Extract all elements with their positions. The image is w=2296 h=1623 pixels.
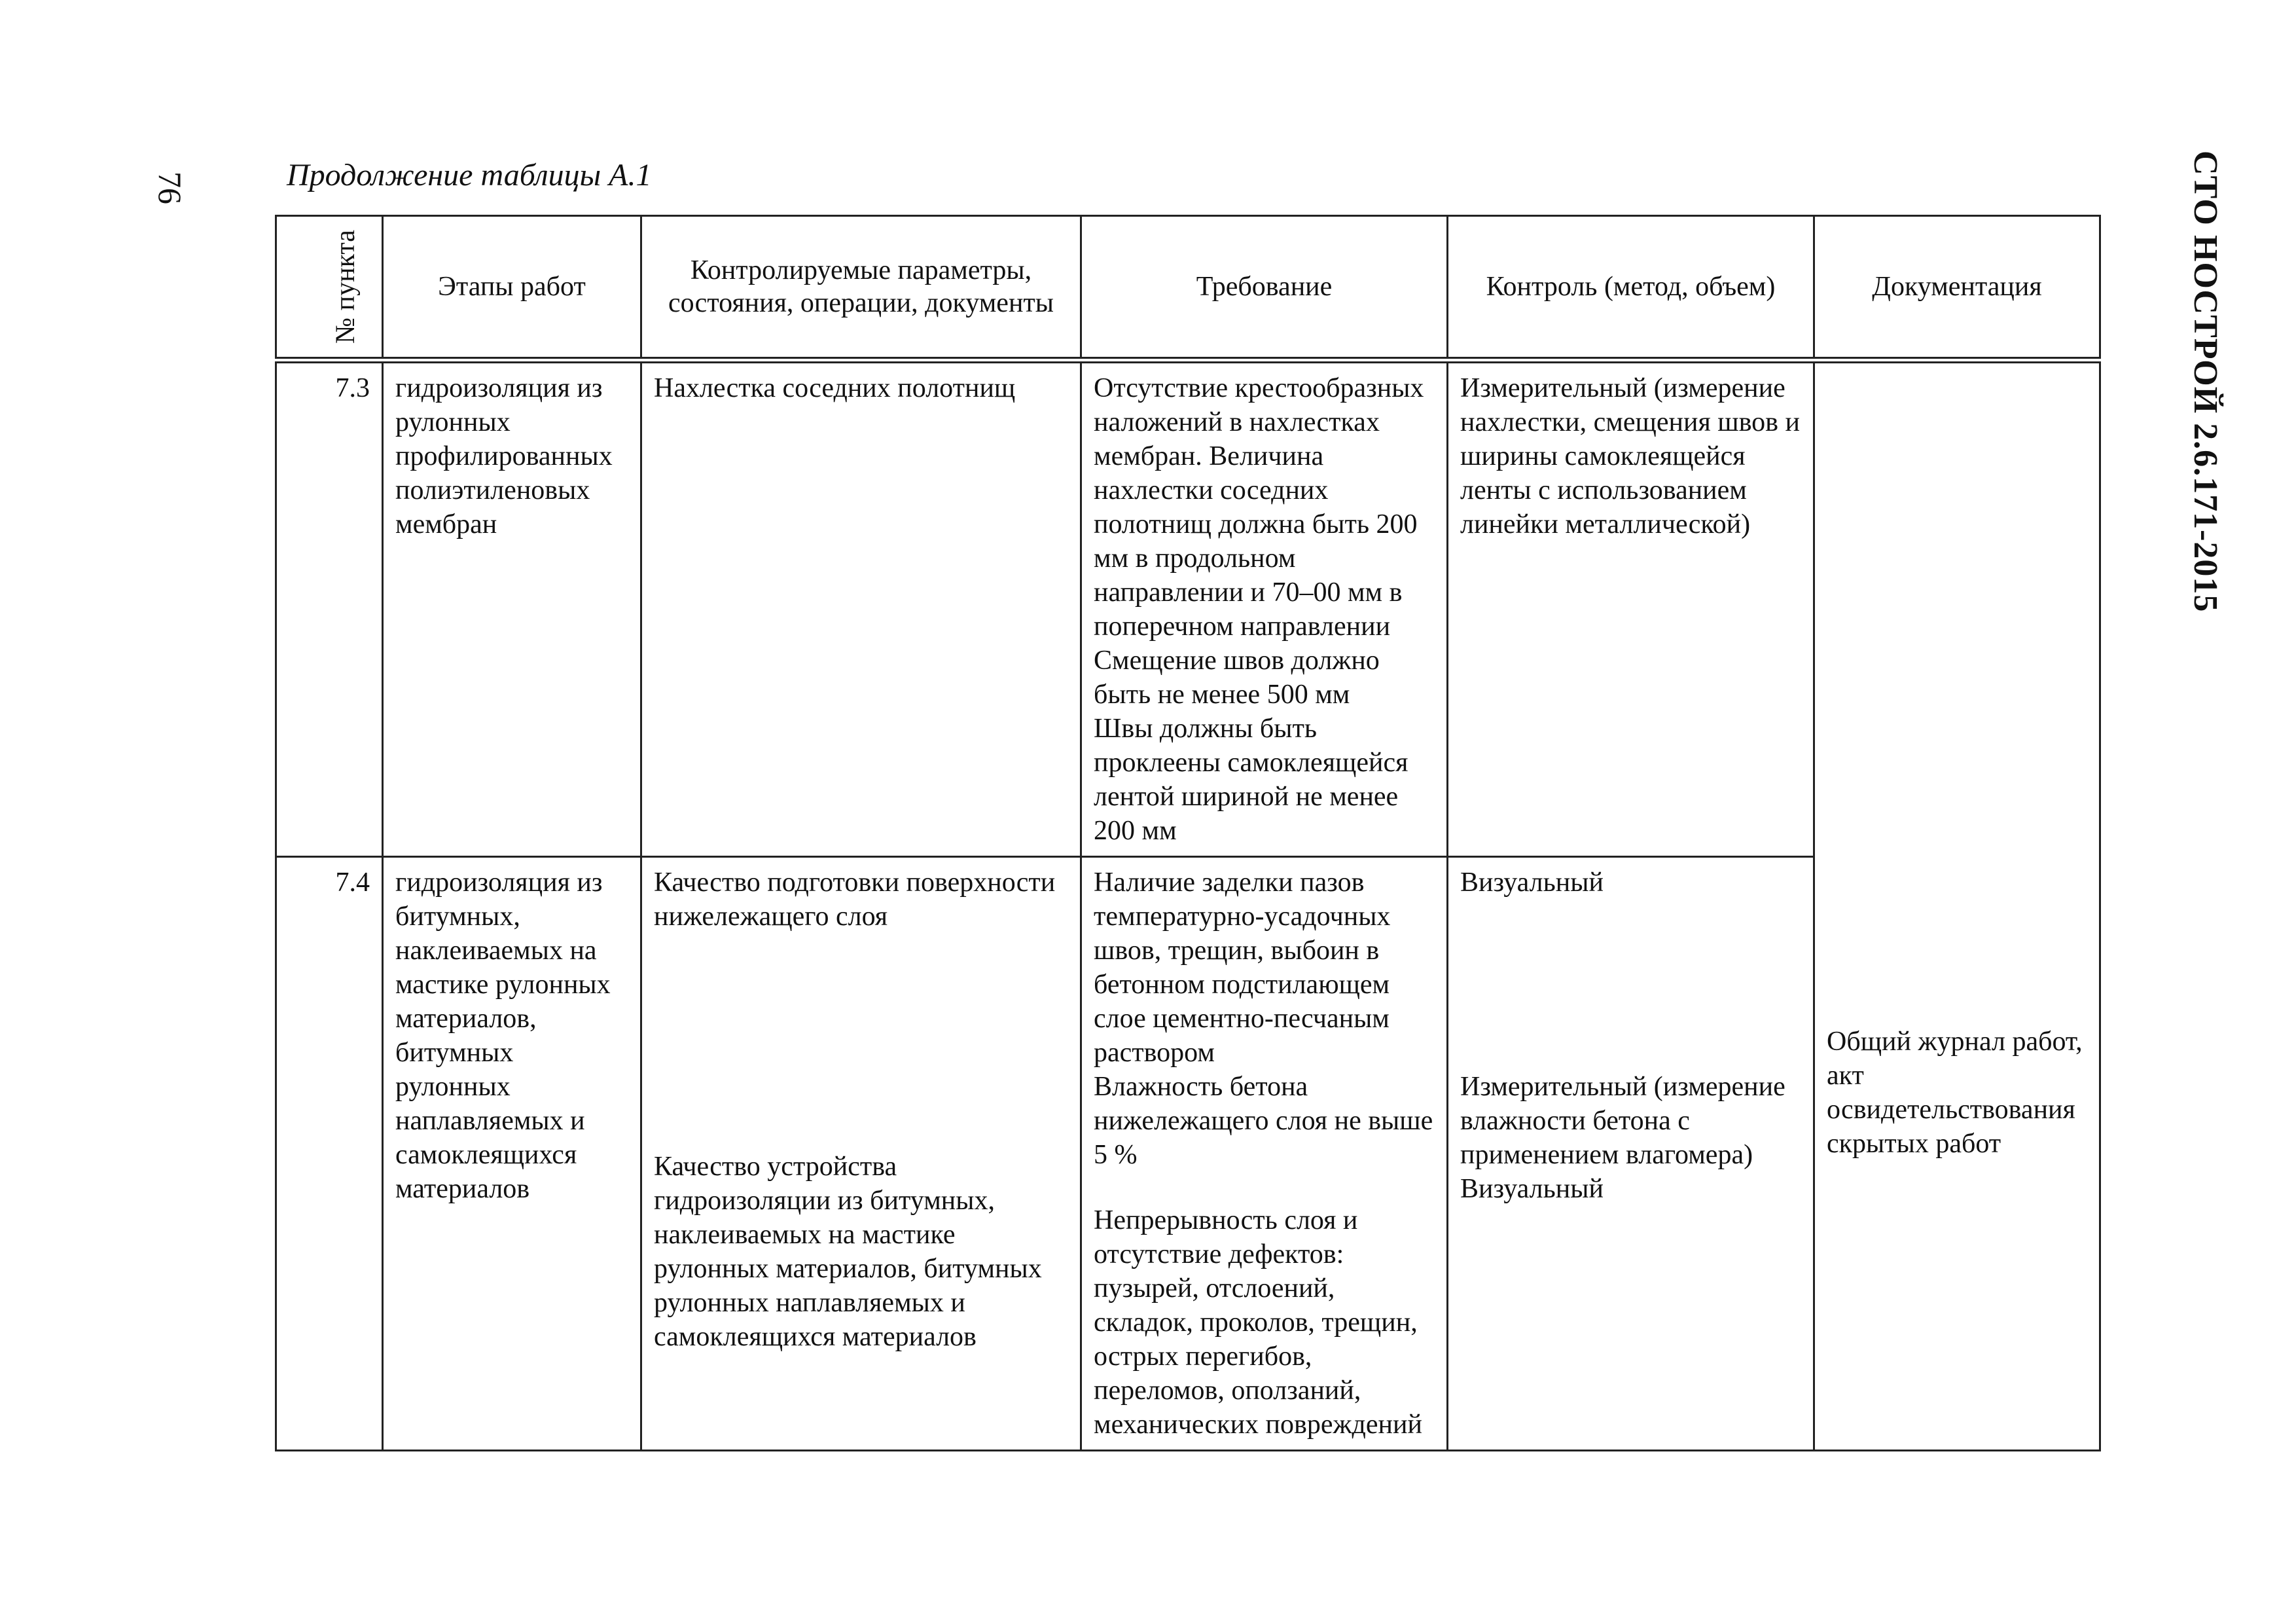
- row-stage: гидроизоляция из битумных, наклеиваемых на мастике рулонных материалов, битумных рулонных наплавляемых и самоклеящихся материалов: [383, 857, 641, 1451]
- row-number: 7.4: [276, 857, 383, 1451]
- header-control: Контроль (метод, объем): [1448, 216, 1814, 361]
- requirement-item: Наличие заделки пазов температурно-усадочных швов, трещин, выбоин в бетонном подстилающем слое цементно-песчаным раствором: [1094, 867, 1391, 1068]
- row-controls: [1448, 857, 1814, 1451]
- header-num: № пункта: [276, 216, 383, 361]
- param-item: Нахлестка соседних полотнищ: [654, 373, 1016, 403]
- page-number: 76: [152, 172, 188, 204]
- row-params: [641, 360, 1081, 857]
- requirement-item: Смещение швов должно быть не менее 500 мм: [1094, 646, 1380, 710]
- requirement-item: Непрерывность слоя и отсутствие дефектов: пузырей, отслоений, складок, проколов, трещин, острых перегибов, переломов, оползаний, механических повреждений: [1094, 1205, 1422, 1440]
- row-controls: [1448, 360, 1814, 857]
- row-stage: гидроизоляция из рулонных профилированных полиэтиленовых мембран: [383, 360, 641, 857]
- requirement-item: Влажность бетона нижележащего слоя не выше 5 %: [1094, 1072, 1433, 1170]
- header-docs: Документация: [1814, 216, 2100, 361]
- control-table: [275, 215, 2101, 1451]
- header-params: Контролируемые параметры, состояния, операции, документы: [641, 216, 1081, 361]
- row-params: [641, 857, 1081, 1451]
- control-item: Измерительный (измерение влажности бетона с применением влагомера): [1460, 1072, 1785, 1170]
- control-item: Измерительный (измерение нахлестки, смещения швов и ширины самоклеящейся ленты с использованием линейки металлической): [1460, 373, 1800, 539]
- table-caption: Продолжение таблицы А.1: [287, 158, 652, 192]
- requirement-item: Отсутствие крестообразных наложений в нахлестках мембран. Величина нахлестки соседних полотнищ должна быть 200 мм в продольном направлении и 70–00 мм в поперечном направлении: [1094, 373, 1424, 642]
- header-stage: Этапы работ: [383, 216, 641, 361]
- control-item: Визуальный: [1460, 867, 1604, 898]
- table-row: [276, 360, 2100, 857]
- document-code: СТО НОСТРОЙ 2.6.171-2015: [2187, 151, 2224, 613]
- row-requirements: [1081, 857, 1448, 1451]
- documentation-cell: Общий журнал работ, акт освидетельствования скрытых работ: [1814, 360, 2100, 1451]
- control-item: Визуальный: [1460, 1174, 1604, 1204]
- row-number: 7.3: [276, 360, 383, 857]
- header-requirement: Требование: [1081, 216, 1448, 361]
- table-header-row: [276, 216, 2100, 361]
- param-item: Качество подготовки поверхности нижележащего слоя: [654, 867, 1056, 932]
- param-item: Качество устройства гидроизоляции из битумных, наклеиваемых на мастике рулонных материалов, битумных рулонных наплавляемых и самоклеящихся материалов: [654, 1152, 1042, 1352]
- row-requirements: [1081, 360, 1448, 857]
- requirement-item: Швы должны быть проклеены самоклеящейся лентой шириной не менее 200 мм: [1094, 714, 1408, 846]
